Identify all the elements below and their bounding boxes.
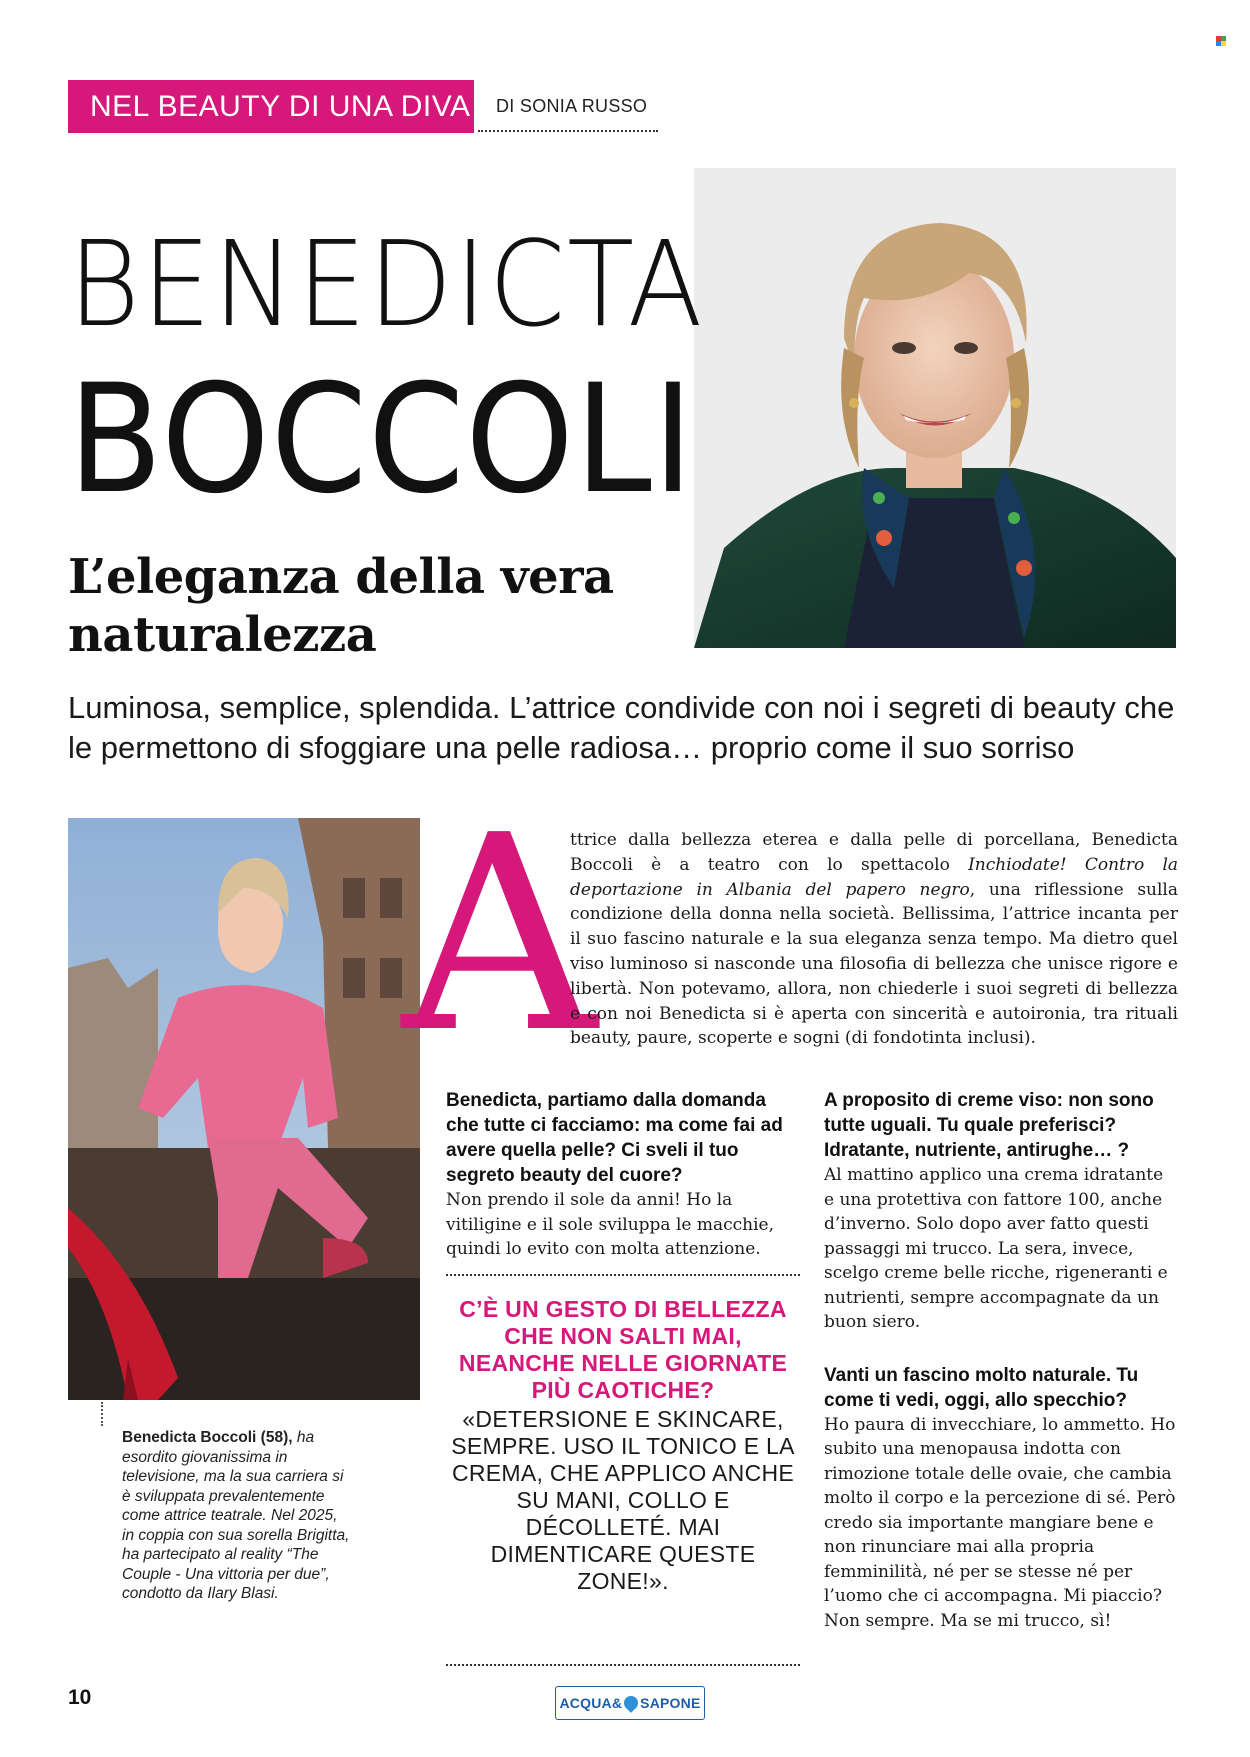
hero-portrait-photo: [694, 168, 1176, 648]
pullquote-answer: «DETERSIONE E SKINCARE, SEMPRE. USO IL TONICO E LA CREMA, CHE APPLICO ANCHE SU MANI, COLLO E DÉCOLLETÉ. MAI DIMENTICARE QUESTE ZONE!».: [451, 1406, 795, 1594]
water-drop-icon: [621, 1693, 641, 1713]
byline-divider: [478, 130, 658, 132]
pullquote-question: C’È UN GESTO DI BELLEZZA CHE NON SALTI MAI, NEANCHE NELLE GIORNATE PIÙ CAOTICHE?: [458, 1296, 788, 1403]
column-right: [824, 1088, 1178, 1633]
answer-3: Ho paura di invecchiare, lo ammetto. Ho subito una menopausa indotta con rimozione totale delle ovaie, che cambia molto il corpo e la percezione di sé. Però credo sia importante mangiare bene e non rinunciare mai alla propria femminilità, né per se stesse né per l’uomo che ci accompagna. Mi piaccio? Non sempre. Ma se mi trucco, sì!: [824, 1414, 1176, 1631]
article-lead: [570, 828, 1178, 1051]
article-intro: Luminosa, semplice, splendida. L’attrice condivide con noi i segreti di beauty che le permettono di sfoggiare una pelle radiosa… proprio come il suo sorriso: [68, 690, 1175, 765]
title-last-name: BOCCOLI: [68, 353, 695, 527]
page-number: 10: [68, 1686, 92, 1709]
caption-pointer-line: [101, 1402, 103, 1426]
photo-caption: [122, 1428, 352, 1604]
pullquote-top-divider: [446, 1274, 800, 1276]
question-1: Benedicta, partiamo dalla domanda che tutte ci facciamo: ma come fai ad avere quella pelle? Ci sveli il tuo segreto beauty del cuore?: [446, 1090, 783, 1186]
logo-left-text: ACQUA&: [559, 1695, 623, 1711]
caption-show: “The Couple - Una vittoria per due”: [122, 1546, 326, 1583]
title-first-name: BENEDICTA: [68, 215, 705, 353]
lead-text-2: , una riflessione sulla condizione della donna nella società. Bellissima, l’attrice incanta per il suo fascino naturale e la sua eleganza senza tempo. Ma dietro quel viso luminoso si nasconde una filosofia di bellezza che unisce rigore e libertà. Non potevamo, allora, non chiederle i suoi segreti di bellezza e con noi Benedicta si è aperta con sincerità e autoironia, tra rituali beauty, paure, scoperte e sogni (di fondotinta inclusi).: [570, 879, 1178, 1049]
lead-text-1: ttrice dalla bellezza eterea e dalla pelle di porcellana, Benedicta Boccoli è a teatro con lo spettacolo: [570, 830, 1178, 875]
acqua-sapone-logo: [555, 1686, 705, 1720]
column-middle: [446, 1088, 800, 1262]
byline: DI SONIA RUSSO: [496, 96, 648, 116]
answer-2: Al mattino applico una crema idratante e una protettiva con fattore 100, anche d’inverno. Solo dopo aver fatto questi passaggi mi trucco. La sera, invece, scelgo creme belle ricche, rigeneranti e nutrienti, sempre accompagnate da un buon siero.: [824, 1165, 1168, 1332]
pullquote-bottom-divider: [446, 1664, 800, 1666]
question-2: A proposito di creme viso: non sono tutte uguali. Tu quale preferisci? Idratante, nutriente, antirughe… ?: [824, 1090, 1154, 1161]
drop-cap: A: [402, 777, 597, 1092]
color-registration-mark: [1216, 36, 1226, 46]
section-tag: NEL BEAUTY DI UNA DIVA: [68, 80, 474, 133]
answer-1: Non prendo il sole da anni! Ho la vitiligine e il sole sviluppa le macchie, quindi lo evito con molta attenzione.: [446, 1190, 775, 1259]
article-subtitle: L’eleganza della vera naturalezza: [68, 549, 614, 663]
lead-show-title: Inchiodate! Contro la deportazione in Albania del papero negro: [570, 854, 1179, 900]
caption-text-2: , condotto da Ilary Blasi.: [122, 1565, 330, 1602]
caption-text-1: ha esordito giovanissima in televisione, ma la sua carriera si è sviluppata prevalentemente come attrice teatrale. Nel 2025, in coppia con sua sorella Brigitta, ha partecipato al reality: [122, 1429, 350, 1563]
caption-name: Benedicta Boccoli (58),: [122, 1429, 293, 1446]
actress-sitting-photo: [68, 818, 420, 1400]
logo-right-text: SAPONE: [640, 1695, 701, 1711]
question-3: Vanti un fascino molto naturale. Tu come ti vedi, oggi, allo specchio?: [824, 1364, 1139, 1411]
pullquote: [446, 1296, 800, 1595]
